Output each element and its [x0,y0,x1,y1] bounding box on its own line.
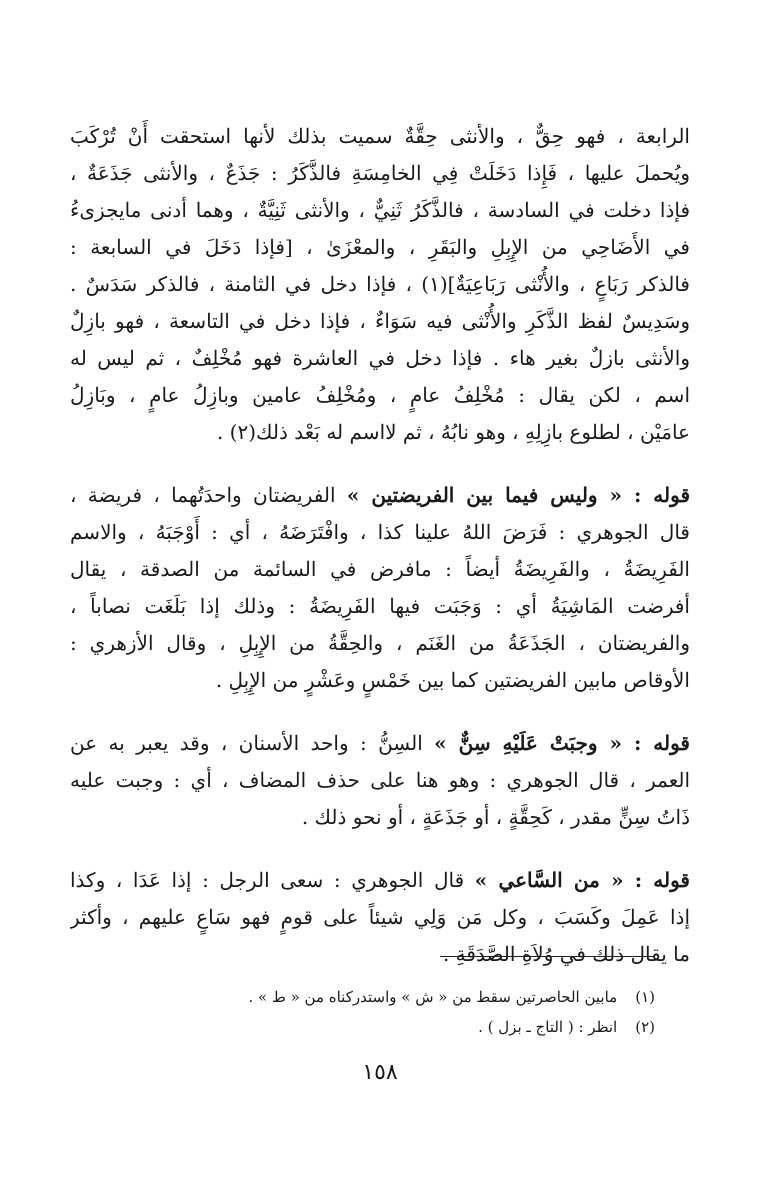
main-text [70,118,690,999]
text-line: إذا عَمِلَ وكَسَبَ ، وكل مَن وَلِي شيئاً على قومٍ فهو سَاعٍ عليهم ، وأكثر [70,905,690,929]
footnote-number: (٢) [635,1018,655,1036]
text-line: فالذكر رَبَاعٍ ، والأُنْثى رَبَاعِيَةٌ](١) ، فإذا دخل في الثامنة ، فالذكر سَدَسٌ . [70,272,690,296]
paragraph-1 [70,118,690,451]
text-line [70,477,690,514]
text-line [70,862,690,899]
text-line: في الأَضَاحِي من الإِبِلِ والبَقَرِ ، والمعْزَىٰ ، [فإذا دَخَلَ في السابعة : [70,235,690,259]
text-fragment: الفريضتان واحدَتُهما ، فريضة ، [70,483,347,507]
text-line: الرابعة ، فهو حِقٌّ ، والأنثى حِقَّةٌ سميت بذلك لأنها استحقت أَنْ تُرْكَبَ [70,124,690,148]
paragraph-3 [70,725,690,836]
text-fragment: السِنُّ : واحد الأسنان ، وقد يعبر به عن [70,731,435,755]
footnotes [95,982,655,1042]
text-fragment: قال الجوهري : سعى الرجل : إذا عَدَا ، وكذا [70,868,475,892]
paragraph-2 [70,477,690,699]
text-line: ذَاتُ سِنٍّ مقدر ، كَحِقَّةٍ ، أو جَذَعَةٍ ، أو نحو ذلك . [301,805,690,829]
text-line: والفريضتان ، الجَذَعَةُ من الغَنَم ، والحِقَّةُ من الإِبِلِ ، وقال الأزهري : [70,631,690,655]
page-number: ١٥٨ [362,1060,398,1085]
text-line: وسَدِيسٌ لفظ الذَّكَرِ والأُنْثى فيه سَوَاءٌ ، فإذا دخل في التاسعة ، فهو بازِلٌ [70,309,690,333]
text-line: الفَرِيضَةُ ، والفَرِيضَةُ أيضاً : مافرض في السائمة من الصدقة ، يقال [70,557,690,581]
text-line: ما يقال ذلك في وُلاَةِ الصَّدَقَةِ . [442,942,690,966]
text-line: ويُحملَ عليها ، فَإِذا دَخَلَتْ فِي الخامِسَةِ فالذَّكَرُ : جَذَعٌ ، والأنثى جَذَعَةٌ ، [70,161,690,185]
text-line [70,725,690,762]
footnote-item [95,982,655,1012]
footnote-text: مابين الحاصرتين سقط من « ش » واستدركناه من « ط » . [248,988,618,1006]
text-line: أفرضت المَاشِيَةُ أي : وَجَبَت فيها الفَرِيضَةُ : وذلك إذا بَلَغَت نصاباً ، [70,594,690,618]
text-line: اسم ، لكن يقال : مُخْلِفُ عامٍ ، ومُخْلِفُ عامين وبازِلُ عامٍ ، وبَازِلُ [70,383,690,407]
footnote-text: انظر : ( التاج ـ بزل ) . [478,1018,618,1036]
text-line: الأوقاص مابين الفريضتين كما بين خَمْسٍ وعَشْرٍ من الإِبِلِ . [215,668,690,692]
footnote-item [95,1012,655,1042]
text-line: فإذا دخلت في السادسة ، فالذَّكَرُ ثَنِيٌّ ، والأنثى ثَنِيَّةٌ ، وهما أدنى مايجزىءُ [70,198,690,222]
paragraph-lead: قوله : « وليس فيما بين الفريضتين » [346,483,690,507]
footnote-number: (١) [635,988,655,1006]
paragraph-lead: قوله : « وجبَتْ عَلَيْهِ سِنٌّ » [434,731,690,755]
text-line: قال الجوهري : فَرَضَ اللهُ علينا كذا ، وافْتَرَضَهُ ، أي : أَوْجَبَهُ ، والاسم [70,520,690,544]
text-line: العمر ، قال الجوهري : وهو هنا على حذف المضاف ، أي : وجبت عليه [70,768,690,792]
text-line: عامَيْن ، لطلوع بازِلِهِ ، وهو نابُهُ ، ثم لااسم له بَعْد ذلك(٢) . [216,420,690,444]
paragraph-lead: قوله : « من السَّاعي » [474,868,690,892]
text-line: والأنثى بازلٌ بغير هاء . فإذا دخل في العاشرة فهو مُخْلِفٌ ، ثم ليس له [70,346,690,370]
footnote-divider [440,956,655,957]
